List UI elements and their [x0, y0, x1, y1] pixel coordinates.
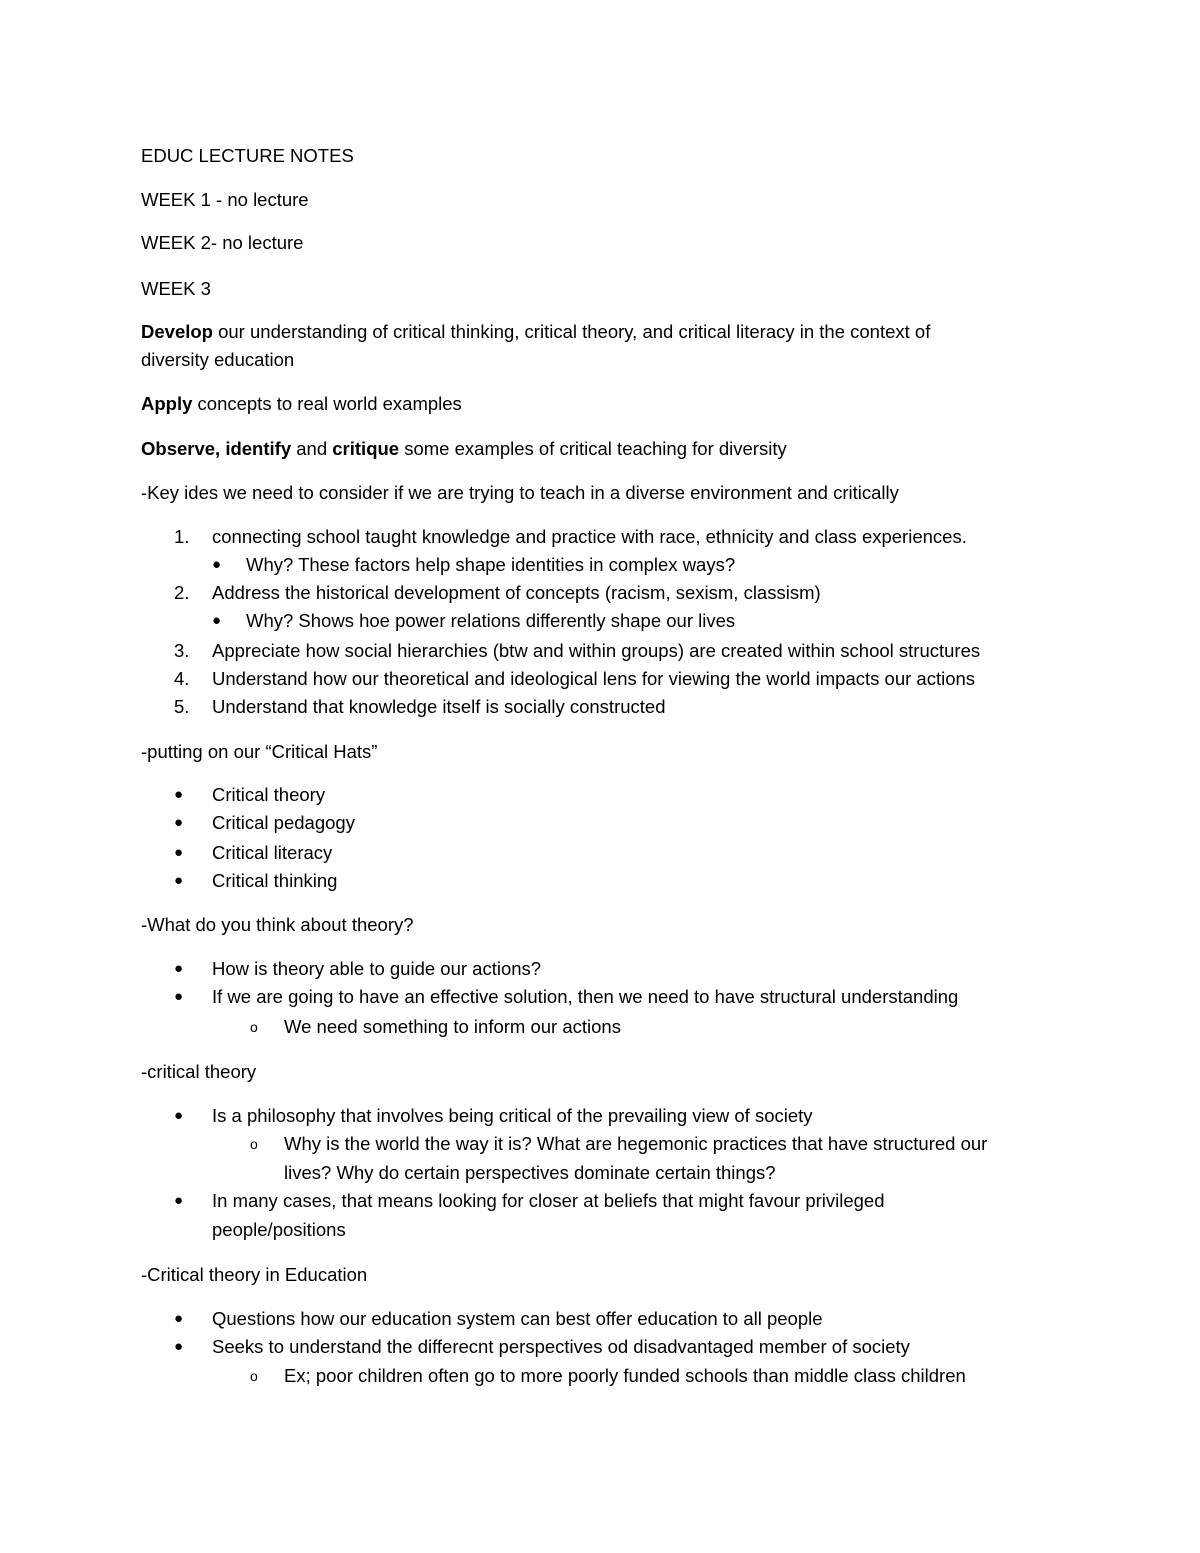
- bullet-icon: ●: [174, 814, 184, 831]
- list-item-text: How is theory able to guide our actions?: [212, 958, 542, 979]
- goal-apply-keyword: Apply: [141, 393, 193, 414]
- document-title: EDUC LECTURE NOTES: [141, 145, 354, 166]
- bullet-icon: ●: [174, 988, 184, 1005]
- list-item-text: Critical pedagogy: [212, 812, 355, 833]
- list-number: 1.: [174, 526, 190, 547]
- list-item-text: In many cases, that means looking for closer at beliefs that might favour privileged: [212, 1190, 885, 1211]
- list-item-text-continued: people/positions: [212, 1219, 346, 1240]
- bullet-icon: ●: [174, 786, 184, 803]
- list-item-text: Appreciate how social hierarchies (btw and within groups) are created within school structures: [212, 640, 981, 661]
- list-subitem-text: We need something to inform our actions: [284, 1016, 621, 1037]
- goal-observe-text: some examples of critical teaching for diversity: [399, 438, 787, 459]
- bullet-icon: ●: [212, 612, 222, 629]
- bullet-icon: ●: [212, 556, 222, 573]
- list-subitem-text: Why? Shows hoe power relations differently shape our lives: [246, 610, 736, 631]
- list-subitem-text: Why is the world the way it is? What are hegemonic practices that have structured our: [284, 1133, 988, 1154]
- list-subitem-text: Ex; poor children often go to more poorly funded schools than middle class children: [284, 1365, 966, 1386]
- goal-apply-text: concepts to real world examples: [192, 393, 462, 414]
- list-item-text: Critical literacy: [212, 842, 333, 863]
- key-ideas-heading: -Key ides we need to consider if we are trying to teach in a diverse environment and critically: [141, 482, 899, 503]
- circle-bullet-icon: o: [250, 1019, 258, 1035]
- theory-heading: -What do you think about theory?: [141, 914, 414, 935]
- list-item-text: Questions how our education system can best offer education to all people: [212, 1308, 823, 1329]
- bullet-icon: ●: [174, 1107, 184, 1124]
- list-number: 5.: [174, 696, 190, 717]
- list-item-text: Seeks to understand the differecnt perspectives od disadvantaged member of society: [212, 1336, 910, 1357]
- list-item-text: connecting school taught knowledge and practice with race, ethnicity and class experiences.: [212, 526, 967, 547]
- list-item-text: Address the historical development of concepts (racism, sexism, classism): [212, 582, 821, 603]
- goal-develop-continued: diversity education: [141, 349, 295, 370]
- week-1-line: WEEK 1 - no lecture: [141, 189, 309, 210]
- list-item-text: Critical thinking: [212, 870, 338, 891]
- goal-develop-text: our understanding of critical thinking, critical theory, and critical literacy in the context of: [212, 321, 931, 342]
- bullet-icon: ●: [174, 1338, 184, 1355]
- critical-theory-heading: -critical theory: [141, 1061, 257, 1082]
- list-subitem-text: Why? These factors help shape identities in complex ways?: [246, 554, 736, 575]
- goal-observe-conjunction: and: [291, 438, 333, 459]
- goal-critique-keyword: critique: [332, 438, 400, 459]
- bullet-icon: ●: [174, 960, 184, 977]
- goal-observe-keyword: Observe, identify: [141, 438, 292, 459]
- goal-apply: [141, 390, 462, 418]
- goal-develop: [141, 318, 930, 346]
- circle-bullet-icon: o: [250, 1136, 258, 1152]
- list-number: 4.: [174, 668, 190, 689]
- critical-hats-heading: -putting on our “Critical Hats”: [141, 741, 378, 762]
- week-3-heading: WEEK 3: [141, 278, 211, 299]
- list-item-text: Critical theory: [212, 784, 326, 805]
- bullet-icon: ●: [174, 1192, 184, 1209]
- bullet-icon: ●: [174, 872, 184, 889]
- goal-observe: [141, 435, 787, 463]
- list-number: 3.: [174, 640, 190, 661]
- list-subitem-text-continued: lives? Why do certain perspectives dominate certain things?: [284, 1162, 776, 1183]
- circle-bullet-icon: o: [250, 1368, 258, 1384]
- list-item-text: If we are going to have an effective solution, then we need to have structural understanding: [212, 986, 959, 1007]
- list-number: 2.: [174, 582, 190, 603]
- bullet-icon: ●: [174, 844, 184, 861]
- week-2-line: WEEK 2- no lecture: [141, 232, 304, 253]
- list-item-text: Understand that knowledge itself is socially constructed: [212, 696, 666, 717]
- list-item-text: Is a philosophy that involves being critical of the prevailing view of society: [212, 1105, 813, 1126]
- bullet-icon: ●: [174, 1310, 184, 1327]
- goal-develop-keyword: Develop: [141, 321, 213, 342]
- critical-theory-education-heading: -Critical theory in Education: [141, 1264, 368, 1285]
- list-item-text: Understand how our theoretical and ideological lens for viewing the world impacts our actions: [212, 668, 976, 689]
